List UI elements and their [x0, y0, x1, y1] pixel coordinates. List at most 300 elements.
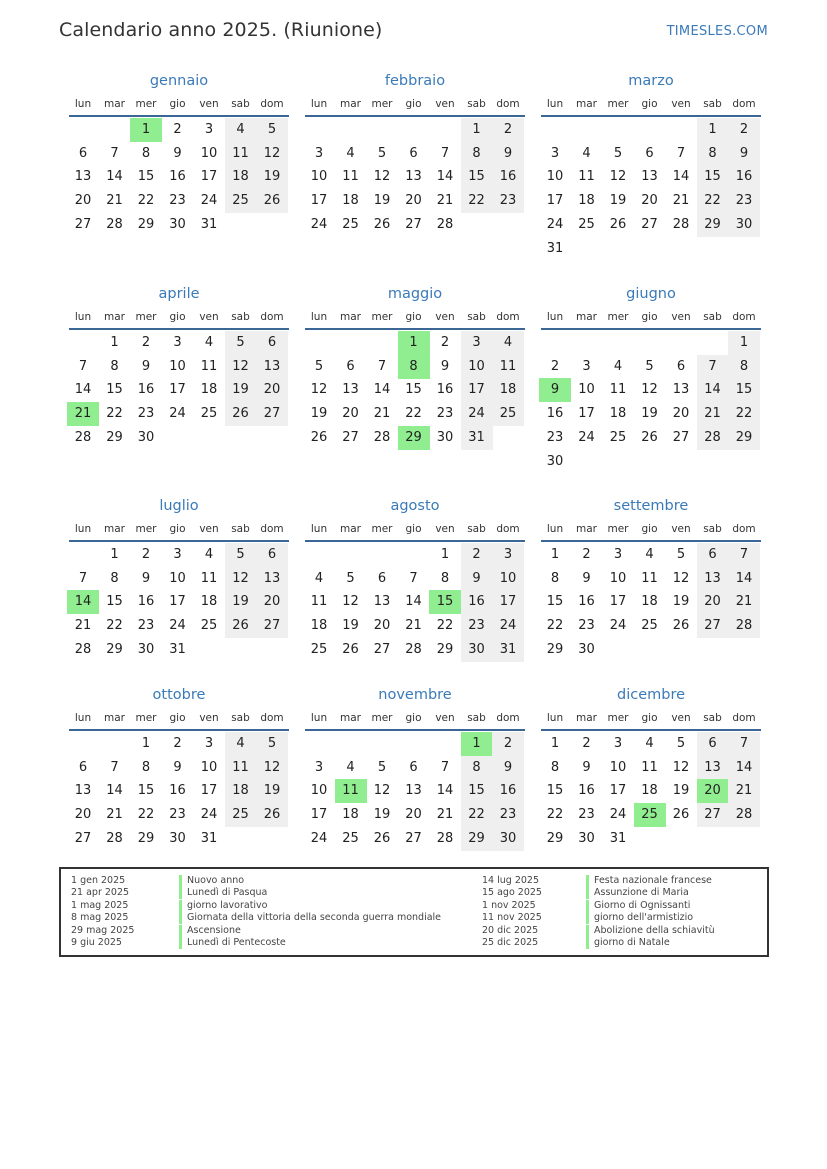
day-cell: 7	[440, 759, 450, 775]
day-cell: 17	[310, 807, 328, 823]
day-cell: 6	[78, 759, 88, 775]
weekday-header: ven	[199, 98, 219, 110]
day-cell: 28	[728, 614, 760, 638]
day-cell: 10	[578, 382, 595, 398]
day-cell: 22	[106, 618, 123, 634]
day-cell: 29	[546, 641, 564, 657]
day-cell: 5	[225, 543, 257, 567]
day-cell: 2	[492, 118, 524, 142]
day-cell: 16	[137, 382, 155, 398]
day-cell: 20	[641, 193, 658, 209]
month-name: agosto	[390, 498, 440, 514]
day-cell: 4	[582, 145, 591, 161]
day-cell: 15	[546, 783, 564, 799]
day-cell: 23	[492, 189, 524, 213]
weekday-header: mer	[135, 98, 157, 110]
day-cell: 8	[110, 358, 119, 374]
day-cell: 21	[74, 618, 92, 634]
day-cell: 22	[461, 189, 493, 213]
day-cell: 1	[728, 331, 760, 355]
day-cell: 16	[492, 165, 524, 189]
day-cell: 24	[461, 402, 493, 426]
weekday-header: mer	[607, 712, 629, 724]
day-cell: 8	[440, 570, 450, 586]
day-cell: 24	[609, 618, 627, 634]
day-cell: 1	[550, 547, 560, 562]
weekday-header: sab	[703, 712, 722, 724]
day-cell: 4	[346, 759, 355, 775]
legend-date: 8 mag 2025	[71, 912, 129, 924]
day-cell: 6	[256, 543, 288, 567]
weekday-header: ven	[435, 523, 455, 535]
weekday-header: dom	[732, 98, 756, 110]
legend-holiday-name: Nuovo anno	[179, 875, 244, 887]
day-cell: 23	[546, 429, 564, 445]
day-cell: 26	[225, 614, 257, 638]
legend-holiday-name: giorno dell'armistizio	[586, 912, 693, 924]
day-cell: 26	[641, 429, 658, 445]
legend-holiday-name: Lunedì di Pasqua	[179, 887, 267, 899]
day-cell: 15	[106, 594, 123, 610]
day-cell: 21	[728, 779, 760, 803]
day-cell: 10	[609, 570, 627, 586]
day-cell: 12	[641, 382, 658, 398]
day-cell: 27	[697, 803, 729, 827]
month-divider	[69, 540, 289, 542]
day-cell: 7	[409, 570, 418, 586]
weekday-header: gio	[405, 523, 422, 535]
day-cell: 25	[225, 189, 257, 213]
legend-date: 14 lug 2025	[482, 875, 539, 886]
day-cell: 24	[169, 406, 186, 422]
day-cell: 16	[492, 779, 524, 803]
day-cell: 9	[492, 756, 524, 780]
day-cell: 30	[137, 429, 155, 445]
day-cell: 15	[106, 382, 123, 398]
weekday-header: mer	[607, 98, 629, 110]
weekday-header: lun	[74, 712, 92, 724]
day-cell: 4	[645, 736, 654, 751]
weekday-header: mer	[371, 523, 393, 535]
holiday-day-cell: 21	[67, 402, 99, 426]
day-cell: 6	[346, 358, 355, 374]
weekday-header: lun	[74, 523, 92, 535]
day-cell: 27	[256, 402, 288, 426]
day-cell: 7	[728, 543, 760, 567]
day-cell: 2	[141, 547, 151, 562]
day-cell: 20	[405, 807, 422, 823]
day-cell: 28	[728, 803, 760, 827]
day-cell: 8	[141, 759, 151, 775]
weekday-header: gio	[641, 712, 658, 724]
day-cell: 20	[672, 406, 690, 422]
day-cell: 13	[74, 783, 92, 799]
day-cell: 9	[461, 567, 493, 591]
day-cell: 15	[461, 779, 493, 803]
weekday-header: mer	[135, 311, 157, 323]
day-cell: 2	[173, 736, 182, 751]
day-cell: 3	[613, 547, 623, 562]
weekday-header: mar	[340, 712, 361, 724]
day-cell: 18	[342, 807, 359, 823]
month-divider	[69, 328, 289, 330]
day-cell: 26	[373, 830, 391, 846]
day-cell: 9	[173, 145, 182, 161]
day-cell: 27	[672, 429, 690, 445]
day-cell: 25	[641, 618, 658, 634]
day-cell: 24	[200, 807, 218, 823]
day-cell: 18	[310, 618, 328, 634]
weekday-header: sab	[231, 523, 250, 535]
day-cell: 5	[676, 547, 686, 562]
day-cell: 20	[373, 618, 391, 634]
day-cell: 23	[492, 803, 524, 827]
brand-link[interactable]: TIMESLES.COM	[666, 24, 768, 39]
day-cell: 26	[342, 641, 359, 657]
day-cell: 15	[697, 165, 729, 189]
day-cell: 14	[373, 382, 391, 398]
day-cell: 14	[697, 378, 729, 402]
day-cell: 12	[672, 759, 690, 775]
holiday-day-cell: 15	[429, 590, 461, 614]
day-cell: 11	[641, 570, 658, 586]
weekday-header: gio	[641, 98, 658, 110]
weekday-header: sab	[231, 98, 250, 110]
day-cell: 6	[409, 145, 418, 161]
day-cell: 28	[74, 641, 92, 657]
day-cell: 18	[641, 783, 658, 799]
day-cell: 1	[440, 547, 450, 562]
legend-holiday-name: Abolizione della schiavitù	[586, 925, 715, 937]
day-cell: 21	[697, 402, 729, 426]
day-cell: 13	[74, 169, 92, 185]
day-cell: 7	[440, 145, 450, 161]
day-cell: 8	[697, 142, 729, 166]
day-cell: 14	[106, 169, 123, 185]
day-cell: 10	[169, 570, 186, 586]
month-divider	[541, 540, 761, 542]
day-cell: 7	[78, 358, 88, 374]
month-name: novembre	[378, 687, 452, 703]
day-cell: 31	[492, 638, 524, 662]
day-cell: 18	[492, 378, 524, 402]
weekday-header: mer	[607, 311, 629, 323]
day-cell: 6	[78, 145, 88, 161]
day-cell: 16	[436, 382, 454, 398]
day-cell: 30	[169, 830, 186, 846]
day-cell: 26	[609, 216, 627, 232]
weekday-header: ven	[671, 98, 691, 110]
weekday-header: dom	[732, 523, 756, 535]
day-cell: 30	[578, 830, 595, 846]
legend-holiday-name: Giorno di Ognissanti	[586, 900, 690, 912]
weekday-header: lun	[546, 523, 564, 535]
day-cell: 17	[310, 193, 328, 209]
day-cell: 22	[728, 402, 760, 426]
day-cell: 2	[173, 122, 182, 137]
weekday-header: sab	[231, 311, 250, 323]
day-cell: 30	[436, 429, 454, 445]
day-cell: 5	[346, 570, 355, 586]
day-cell: 23	[169, 807, 186, 823]
day-cell: 13	[342, 382, 359, 398]
month-name: aprile	[158, 286, 200, 302]
holiday-day-cell: 1	[461, 732, 493, 756]
weekday-header: mar	[340, 311, 361, 323]
day-cell: 28	[436, 216, 454, 232]
weekday-header: lun	[546, 98, 564, 110]
day-cell: 24	[169, 618, 186, 634]
holiday-day-cell: 29	[398, 426, 430, 450]
day-cell: 12	[373, 169, 391, 185]
legend-holiday-name: Ascensione	[179, 925, 241, 937]
day-cell: 19	[225, 590, 257, 614]
day-cell: 14	[728, 567, 760, 591]
weekday-header: lun	[310, 712, 328, 724]
day-cell: 16	[578, 783, 595, 799]
legend-date: 21 apr 2025	[71, 887, 130, 899]
day-cell: 9	[728, 142, 760, 166]
day-cell: 17	[609, 594, 627, 610]
day-cell: 14	[672, 169, 690, 185]
weekday-header: ven	[435, 712, 455, 724]
weekday-header: mer	[371, 712, 393, 724]
day-cell: 1	[461, 118, 493, 142]
day-cell: 14	[405, 594, 422, 610]
weekday-header: dom	[260, 523, 284, 535]
month-name: marzo	[628, 73, 674, 89]
day-cell: 28	[373, 429, 391, 445]
weekday-header: sab	[703, 98, 722, 110]
day-cell: 18	[609, 406, 627, 422]
day-cell: 6	[377, 570, 387, 586]
day-cell: 10	[492, 567, 524, 591]
day-cell: 19	[373, 193, 391, 209]
day-cell: 4	[225, 118, 257, 142]
day-cell: 31	[609, 830, 627, 846]
day-cell: 25	[310, 641, 328, 657]
day-cell: 12	[225, 567, 257, 591]
day-cell: 27	[405, 216, 422, 232]
holiday-day-cell: 1	[130, 118, 162, 142]
weekday-header: gio	[405, 311, 422, 323]
day-cell: 5	[314, 358, 324, 374]
weekday-header: mar	[576, 311, 597, 323]
day-cell: 14	[106, 783, 123, 799]
day-cell: 27	[405, 830, 422, 846]
day-cell: 22	[106, 406, 123, 422]
day-cell: 17	[492, 590, 524, 614]
day-cell: 1	[110, 335, 119, 350]
day-cell: 26	[225, 402, 257, 426]
day-cell: 9	[582, 759, 591, 775]
month-name: febbraio	[384, 73, 446, 89]
day-cell: 22	[405, 406, 422, 422]
weekday-header: gio	[169, 98, 186, 110]
day-cell: 20	[256, 590, 288, 614]
day-cell: 21	[405, 618, 422, 634]
day-cell: 29	[106, 429, 123, 445]
weekday-header: sab	[467, 311, 486, 323]
day-cell: 11	[342, 169, 359, 185]
day-cell: 23	[728, 189, 760, 213]
day-cell: 12	[225, 355, 257, 379]
day-cell: 29	[461, 827, 493, 851]
weekday-header: gio	[641, 523, 658, 535]
day-cell: 25	[578, 216, 595, 232]
day-cell: 11	[609, 382, 627, 398]
weekday-header: mar	[104, 712, 125, 724]
day-cell: 18	[578, 193, 595, 209]
weekday-header: mar	[104, 311, 125, 323]
day-cell: 9	[141, 358, 151, 374]
day-cell: 21	[106, 193, 123, 209]
day-cell: 2	[728, 118, 760, 142]
day-cell: 5	[256, 118, 288, 142]
day-cell: 17	[169, 594, 186, 610]
day-cell: 25	[342, 830, 359, 846]
day-cell: 11	[310, 594, 328, 610]
day-cell: 19	[225, 378, 257, 402]
day-cell: 31	[200, 830, 218, 846]
day-cell: 16	[578, 594, 595, 610]
weekday-header: mar	[340, 523, 361, 535]
month-name: settembre	[613, 498, 689, 514]
month-divider	[305, 328, 525, 330]
day-cell: 19	[609, 193, 627, 209]
day-cell: 17	[578, 406, 595, 422]
day-cell: 31	[169, 641, 186, 657]
day-cell: 5	[676, 736, 686, 751]
weekday-header: mer	[371, 311, 393, 323]
day-cell: 18	[342, 193, 359, 209]
day-cell: 3	[582, 358, 591, 374]
month-name: dicembre	[616, 687, 686, 703]
month-divider	[305, 115, 525, 117]
day-cell: 2	[141, 335, 151, 350]
day-cell: 12	[373, 783, 391, 799]
day-cell: 22	[546, 618, 564, 634]
day-cell: 3	[204, 122, 214, 137]
day-cell: 31	[461, 426, 493, 450]
weekday-header: lun	[74, 311, 92, 323]
day-cell: 13	[641, 169, 658, 185]
weekday-header: ven	[671, 311, 691, 323]
day-cell: 26	[672, 618, 690, 634]
holiday-day-cell: 25	[634, 803, 666, 827]
day-cell: 30	[461, 638, 493, 662]
weekday-header: ven	[671, 712, 691, 724]
day-cell: 21	[436, 193, 454, 209]
day-cell: 30	[546, 453, 564, 469]
day-cell: 17	[200, 169, 218, 185]
day-cell: 2	[440, 335, 450, 350]
day-cell: 13	[405, 783, 422, 799]
day-cell: 14	[728, 756, 760, 780]
legend-holiday-name: Lunedì di Pentecoste	[179, 937, 286, 949]
day-cell: 18	[225, 165, 257, 189]
day-cell: 24	[492, 614, 524, 638]
day-cell: 4	[613, 358, 623, 374]
weekday-header: gio	[405, 712, 422, 724]
day-cell: 25	[200, 406, 218, 422]
day-cell: 29	[436, 641, 454, 657]
day-cell: 19	[373, 807, 391, 823]
day-cell: 27	[74, 216, 92, 232]
legend-holiday-name: giorno di Natale	[586, 937, 670, 949]
day-cell: 6	[645, 145, 654, 161]
day-cell: 10	[169, 358, 186, 374]
day-cell: 2	[461, 543, 493, 567]
month-divider	[541, 115, 761, 117]
day-cell: 5	[377, 145, 387, 161]
day-cell: 3	[492, 543, 524, 567]
day-cell: 4	[492, 331, 524, 355]
day-cell: 12	[342, 594, 359, 610]
day-cell: 18	[200, 594, 218, 610]
day-cell: 12	[672, 570, 690, 586]
day-cell: 30	[578, 641, 595, 657]
day-cell: 13	[697, 756, 729, 780]
weekday-header: dom	[260, 712, 284, 724]
day-cell: 23	[461, 614, 493, 638]
weekday-header: ven	[671, 523, 691, 535]
day-cell: 29	[697, 213, 729, 237]
day-cell: 21	[436, 807, 454, 823]
day-cell: 8	[550, 570, 560, 586]
day-cell: 25	[609, 429, 627, 445]
legend-date: 15 ago 2025	[482, 887, 542, 899]
weekday-header: dom	[260, 98, 284, 110]
day-cell: 18	[641, 594, 658, 610]
weekday-header: dom	[732, 712, 756, 724]
day-cell: 10	[546, 169, 564, 185]
day-cell: 19	[310, 406, 328, 422]
day-cell: 30	[169, 216, 186, 232]
weekday-header: ven	[435, 98, 455, 110]
day-cell: 16	[728, 165, 760, 189]
day-cell: 28	[106, 830, 123, 846]
legend-holiday-name: Assunzione di Maria	[586, 887, 689, 899]
day-cell: 8	[461, 756, 493, 780]
day-cell: 11	[225, 756, 257, 780]
day-cell: 26	[256, 803, 288, 827]
day-cell: 13	[256, 355, 288, 379]
day-cell: 17	[169, 382, 186, 398]
legend-holiday-name: Festa nazionale francese	[586, 875, 712, 887]
month-divider	[541, 729, 761, 731]
day-cell: 23	[137, 618, 155, 634]
month-name: gennaio	[149, 73, 209, 89]
weekday-header: sab	[467, 712, 486, 724]
day-cell: 28	[697, 426, 729, 450]
weekday-header: sab	[467, 98, 486, 110]
day-cell: 7	[110, 145, 119, 161]
day-cell: 7	[697, 355, 729, 379]
weekday-header: lun	[310, 98, 328, 110]
weekday-header: dom	[732, 311, 756, 323]
day-cell: 7	[728, 732, 760, 756]
day-cell: 19	[672, 783, 690, 799]
day-cell: 4	[314, 570, 324, 586]
month-name: maggio	[387, 286, 443, 302]
day-cell: 25	[342, 216, 359, 232]
day-cell: 5	[256, 732, 288, 756]
day-cell: 9	[173, 759, 182, 775]
day-cell: 2	[582, 736, 591, 751]
day-cell: 20	[342, 406, 359, 422]
day-cell: 22	[461, 803, 493, 827]
